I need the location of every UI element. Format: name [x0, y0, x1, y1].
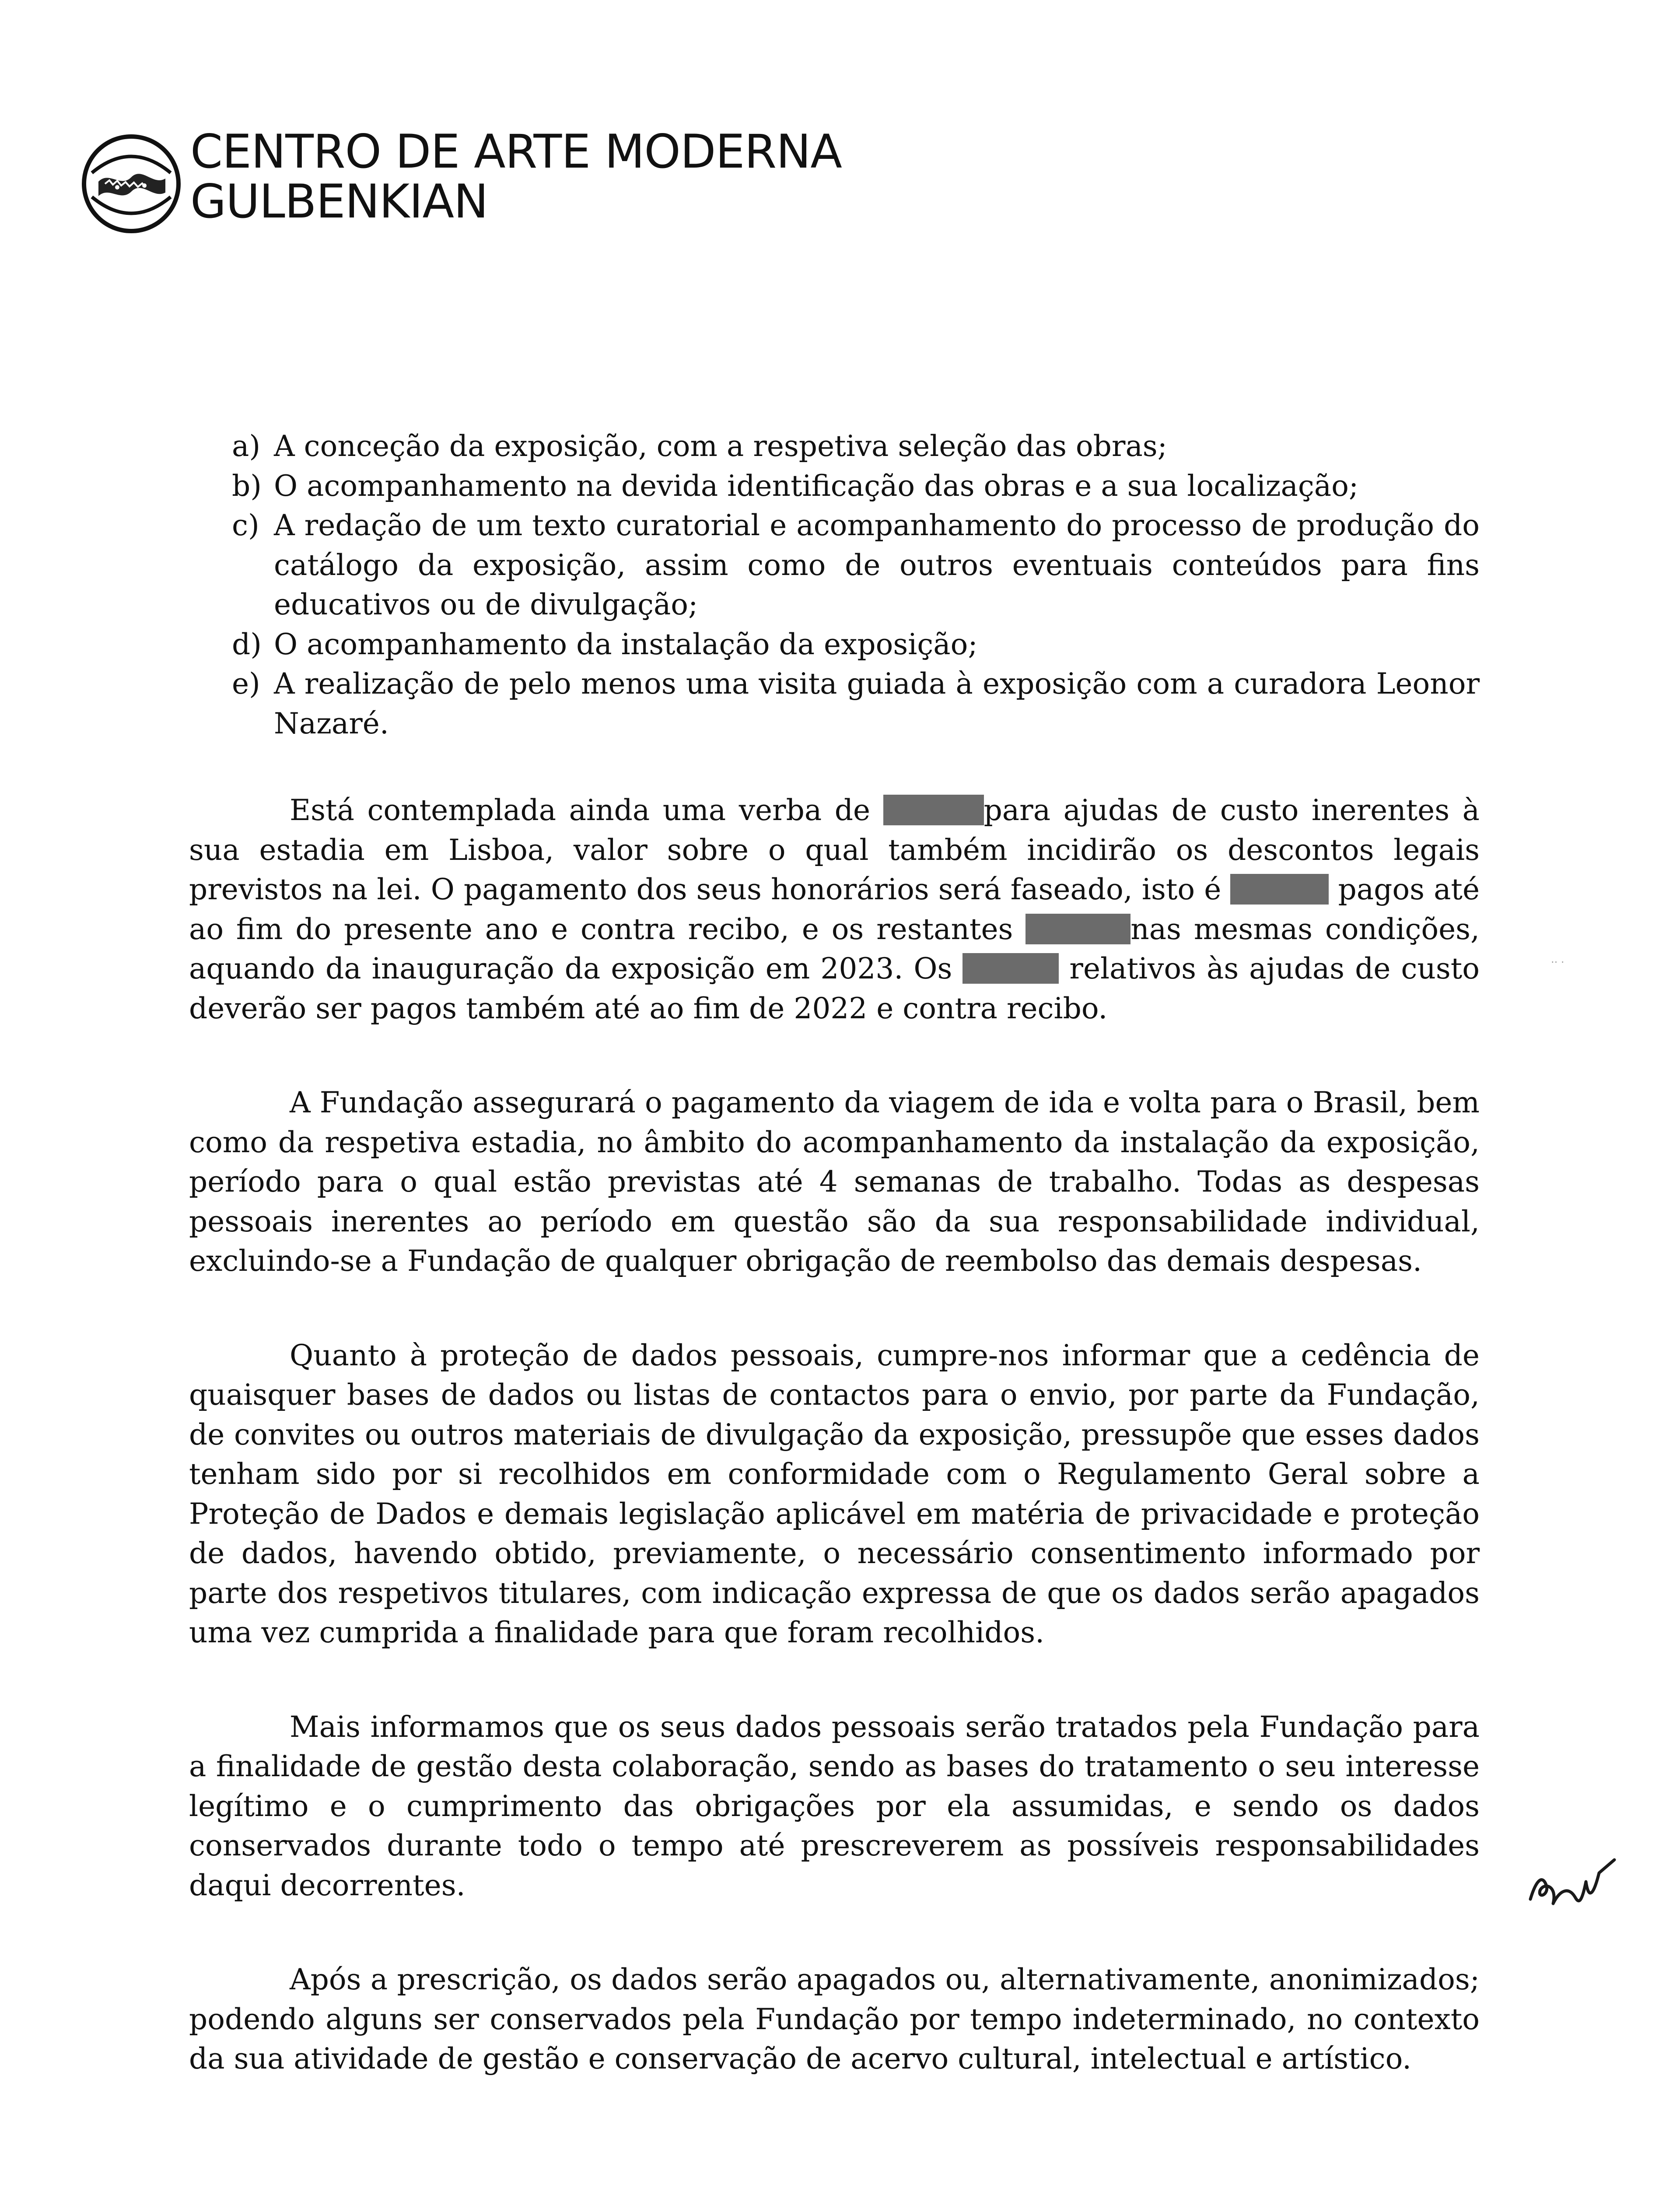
paragraph-data-protection: Quanto à proteção de dados pessoais, cumpre-nos informar que a cedência de quaisquer bases de dados ou listas de contactos para o envio, por parte da Fundação, de convites ou outros materiais de divulgação da exposição, pressupõe que esses dados tenham sido por si recolhidos em conformidade com o Regulamento Geral sobre a Proteção de Dados e demais legislação aplicável em matéria de privacidade e proteção de dados, havendo obtido, previamente, o necessário consentimento informado por parte dos respetivos titulares, com indicação expressa de que os dados serão apagados uma vez cumprida a finalidade para que foram recolhidos.: [189, 1338, 1480, 1649]
letter-body: [189, 427, 1480, 2079]
paragraph-data-prescription: Após a prescrição, os dados serão apagados ou, alternativamente, anonimizados; podendo alguns ser conservados pela Fundação por tempo indeterminado, no contexto da sua atividade de gestão e conservação de acervo cultural, intelectual e artístico.: [189, 1963, 1480, 2076]
paragraph-segment: pagos até ao fim do presente ano e contra recibo, e os restantes: [189, 873, 1480, 946]
list-marker: c): [232, 508, 259, 542]
redaction-box: [883, 795, 984, 825]
paragraph-data-processing: Mais informamos que os seus dados pessoais serão tratados pela Fundação para a finalidade de gestão desta colaboração, sendo as bases do tratamento o seu interesse legítimo e o cumprimento das obrigações por ela assumidas, e sendo os dados conservados durante todo o tempo até prescreverem as possíveis responsabilidades daqui decorrentes.: [189, 1710, 1480, 1902]
paragraph-segment: Está contemplada ainda uma verba de: [290, 793, 883, 827]
redaction-box: [962, 953, 1059, 984]
list-marker: d): [232, 627, 262, 661]
paragraph-travel: A Fundação assegurará o pagamento da viagem de ida e volta para o Brasil, bem como da respetiva estadia, no âmbito do acompanhamento da instalação da exposição, período para o qual estão previstas até 4 semanas de trabalho. Todas as despesas pessoais inerentes ao período em questão são da sua responsabilidade individual, excluindo-se a Fundação de qualquer obrigação de reembolso das demais despesas.: [189, 1086, 1480, 1278]
paragraph-segment: para ajudas de custo inerentes à sua estadia em Lisboa, valor sobre o qual também incidirão os descontos legais previstos na lei. O pagamento dos seus honorários será faseado, isto é: [189, 793, 1480, 906]
logo-wordmark: [190, 127, 842, 227]
list-text: O acompanhamento da instalação da exposição;: [274, 627, 978, 661]
responsibilities-list: [189, 427, 1480, 743]
list-marker: b): [232, 469, 262, 503]
list-item: [189, 664, 1480, 743]
paragraph-segment: relativos às ajudas de custo deverão ser pagos também até ao fim de 2022 e contra recibo.: [189, 952, 1480, 1025]
list-item: [189, 427, 1480, 466]
paragraph-payment: [189, 791, 1480, 1028]
list-text: A redação de um texto curatorial e acompanhamento do processo de produção do catálogo da exposição, assim como de outros eventuais conteúdos para fins educativos ou de divulgação;: [274, 508, 1480, 621]
paragraph-segment: nas mesmas condições, aquando da inauguração da exposição em 2023. Os: [189, 912, 1480, 985]
redaction-box: [1230, 874, 1329, 905]
redaction-box: [1026, 914, 1130, 944]
list-text: O acompanhamento na devida identificação das obras e a sua localização;: [274, 469, 1359, 503]
list-item: [189, 506, 1480, 625]
list-text: A realização de pelo menos uma visita guiada à exposição com a curadora Leonor Nazaré.: [274, 667, 1480, 740]
handwritten-initials: [1527, 1855, 1619, 1917]
logo-line-2: GULBENKIAN: [190, 175, 488, 228]
list-marker: e): [232, 667, 260, 701]
list-text: A conceção da exposição, com a respetiva seleção das obras;: [274, 429, 1167, 463]
list-item: [189, 625, 1480, 665]
gulbenkian-emblem-icon: [79, 131, 184, 236]
list-item: [189, 466, 1480, 506]
scan-speck: ·· ·: [1551, 956, 1564, 968]
list-marker: a): [232, 429, 261, 463]
logo-line-1: CENTRO DE ARTE MODERNA: [190, 125, 842, 179]
